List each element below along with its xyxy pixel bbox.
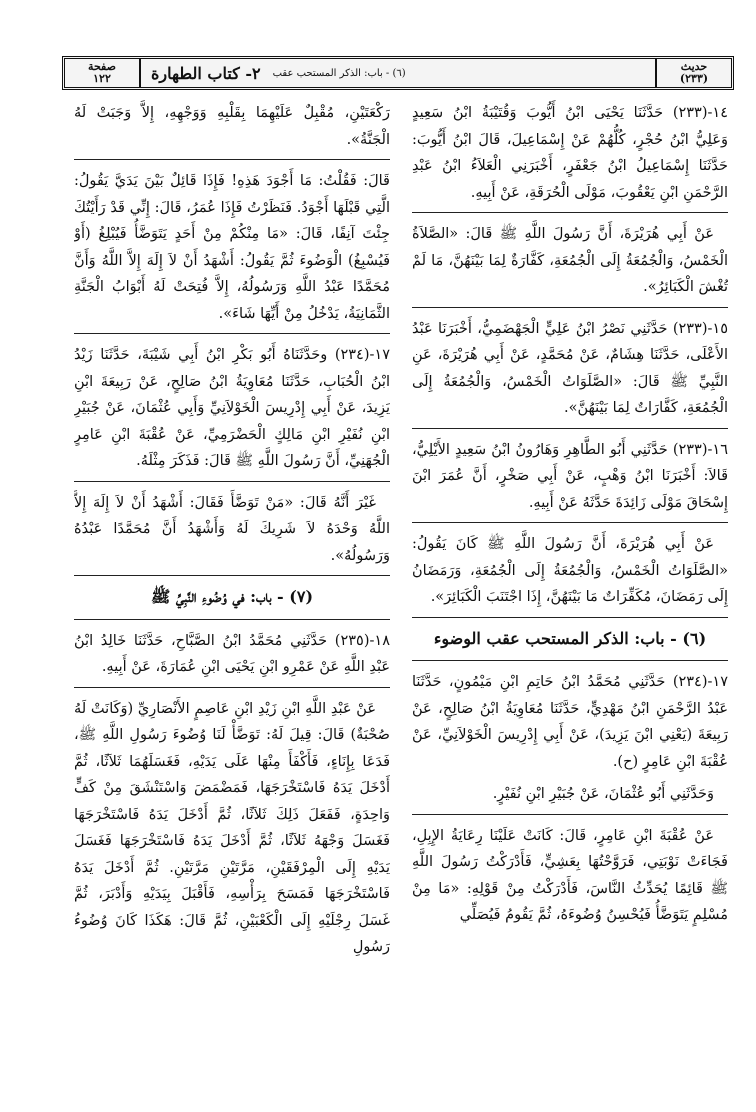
divider bbox=[74, 619, 390, 620]
divider bbox=[74, 687, 390, 688]
hadith-17-matn-cont: رَكْعَتَيْنِ، مُقْبِلٌ عَلَيْهِمَا بِقَلْبِهِ وَوَجْهِهِ، إِلاَّ وَجَبَتْ لَهُ الْجَنَّةُ». bbox=[74, 105, 390, 148]
hadith-label: حديث bbox=[680, 60, 708, 73]
divider bbox=[412, 428, 728, 429]
chapter-title: (٦) - باب: الذكر المستحب عقب bbox=[272, 67, 406, 79]
hadith-17b-matn: غَيْرَ أَنَّهُ قَالَ: «مَنْ تَوَضَّأَ فَقَالَ: أَشْهَدُ أَنْ لاَ إِلَهَ إِلاَّ اللَّهُ وَحْدَهُ لاَ شَرِيكَ لَهُ وَأَشْهَدُ أَنَّ مُحَمَّدًا عَبْدُهُ وَرَسُولُهُ». bbox=[74, 494, 390, 564]
left-column bbox=[74, 100, 390, 1092]
hadith-17b-isnad: ١٧-(٢٣٤) وحَدَّثَنَاهُ أَبُو بَكْرِ ابْنُ أَبِي شَيْبَةَ، حَدَّثَنَا زَيْدُ ابْنُ الْحُبَابِ، حَدَّثَنَا مُعَاوِيَةُ ابْنُ صَالِحٍ، عَنْ رَبِيعَةَ ابْنِ يَزِيدَ، عَنْ أَبِي إِدْرِيسَ الْخَوْلاَنِيِّ وَأَبِي عُثْمَانَ، عَنْ جُبَيْرِ ابْنِ نُفَيْرِ ابْنِ مَالِكٍ الْحَضْرَمِيِّ، عَنْ عُقْبَةَ ابْنِ عَامِرٍ الْجُهَنِيِّ، أَنَّ رَسُولَ اللَّهِ ﷺ قَالَ: فَذَكَرَ مِثْلَهُ. bbox=[74, 347, 390, 469]
book-title: ٢- كتاب الطهارة bbox=[151, 63, 261, 83]
page-number: ١٢٢ bbox=[93, 72, 111, 85]
hadith-17-chain: وَحَدَّثَنِي أَبُو عُثْمَانَ، عَنْ جُبَيْرِ ابْنِ نُفَيْرٍ. bbox=[492, 786, 714, 802]
divider bbox=[412, 660, 728, 661]
divider bbox=[74, 333, 390, 334]
hadith-number: (٢٣٣) bbox=[679, 72, 709, 85]
page-header bbox=[62, 56, 734, 90]
hadith-14-matn: عَنْ أَبِي هُرَيْرَةَ، أَنَّ رَسُولَ اللَّهِ ﷺ قَالَ: «الصَّلاَةُ الْخَمْسُ، وَالْجُمُعَةُ إِلَى الْجُمُعَةِ، كَفَّارَةٌ لِمَا بَيْنَهُنَّ، مَا لَمْ تُغْشَ الْكَبَائِرُ». bbox=[412, 226, 728, 295]
hadith-14-isnad: ١٤-(٢٣٣) حَدَّثَنَا يَحْيَى ابْنُ أَيُّوبَ وَقُتَيْبَةُ ابْنُ سَعِيدٍ وَعَلِيُّ ابْنُ حُجْرٍ، كُلُّهُمْ عَنْ إِسْمَاعِيلَ، قَالَ ابْنُ أَيُّوبَ: حَدَّثَنَا إِسْمَاعِيلُ ابْنُ جَعْفَرٍ، أَخْبَرَنِي الْعَلاَءُ ابْنُ عَبْدِ الرَّحْمَنِ ابْنِ يَعْقُوبَ، مَوْلَى الْحُرَقَةِ، عَنْ أَبِيهِ. bbox=[412, 105, 728, 201]
hadith-17-isnad: ١٧-(٢٣٤) حَدَّثَنِي مُحَمَّدُ ابْنُ حَاتِمِ ابْنِ مَيْمُونٍ، حَدَّثَنَا عَبْدُ الرَّحْمَنِ ابْنُ مَهْدِيٍّ، حَدَّثَنَا مُعَاوِيَةُ ابْنُ صَالِحٍ، عَنْ رَبِيعَةَ (يَعْنِي ابْنَ يَزِيدَ)، عَنْ أَبِي إِدْرِيسَ الْخَوْلاَنِيِّ، عَنْ عُقْبَةَ ابْنِ عَامِرٍ (ح). bbox=[412, 674, 728, 770]
hadith-16-matn: عَنْ أَبِي هُرَيْرَةَ، أَنَّ رَسُولَ اللَّهِ ﷺ كَانَ يَقُولُ: «الصَّلَوَاتُ الْخَمْسُ، وَالْجُمُعَةُ إِلَى الْجُمُعَةِ، وَرَمَضَانُ إِلَى رَمَضَانَ، مُكَفِّرَاتٌ مَا بَيْنَهُنَّ، إِذَا اجْتَنَبَ الْكَبَائِرَ». bbox=[412, 536, 728, 605]
divider bbox=[412, 814, 728, 815]
page-label: صفحة bbox=[88, 60, 116, 73]
divider bbox=[412, 212, 728, 213]
section-heading: (٦) - باب: الذكر المستحب عقب الوضوء bbox=[433, 628, 707, 648]
divider bbox=[412, 307, 728, 308]
hadith-17-umar: قَالَ: فَقُلْتُ: مَا أَجْوَدَ هَذِهِ! فَإِذَا قَائِلٌ بَيْنَ يَدَيَّ يَقُولُ: الَّتِي قَبْلَهَا أَجْوَدُ. فَنَظَرْتُ فَإِذَا عُمَرُ، قَالَ: إِنِّي قَدْ رَأَيْتُكَ جِئْتَ آنِفًا، قَالَ: «مَا مِنْكُمْ مِنْ أَحَدٍ يَتَوَضَّأُ فَيُبْلِغُ (أَوْ فَيُسْبِغُ) الْوَضُوءَ ثُمَّ يَقُولُ: أَشْهَدُ أَنْ لاَ إِلَهَ إِلاَّ اللَّهُ وَأَنَّ مُحَمَّدًا عَبْدُ اللَّهِ وَرَسُولُهُ، إِلاَّ فُتِحَتْ لَهُ أَبْوَابُ الْجَنَّةِ الثَّمَانِيَةُ، يَدْخُلُ مِنْ أَيِّهَا شَاءَ». bbox=[74, 173, 390, 322]
hadith-17-matn: عَنْ عُقْبَةَ ابْنِ عَامِرٍ، قَالَ: كَانَتْ عَلَيْنَا رِعَايَةُ الإِبِلِ، فَجَاءَتْ نَوْبَتِي، فَرَوَّحْتُهَا بِعَشِيٍّ، فَأَدْرَكْتُ رَسُولَ اللَّهِ ﷺ قَائِمًا يُحَدِّثُ النَّاسَ، فَأَدْرَكْتُ مِنْ قَوْلِهِ: «مَا مِنْ مُسْلِمٍ يَتَوَضَّأُ فَيُحْسِنُ وُضُوءَهُ، ثُمَّ يَقُومُ فَيُصَلِّي bbox=[412, 827, 728, 923]
hadith-18-isnad: ١٨-(٢٣٥) حَدَّثَنِي مُحَمَّدُ ابْنُ الصَّبَّاحِ، حَدَّثَنَا خَالِدُ ابْنُ عَبْدِ اللَّهِ عَنْ عَمْرِو ابْنِ يَحْيَى ابْنِ عُمَارَةَ، عَنْ أَبِيهِ. bbox=[74, 632, 390, 675]
divider bbox=[74, 159, 390, 160]
section-heading: (٧) - باب: في وُضُوءِ النَّبِيِّ ﷺ bbox=[150, 587, 314, 606]
divider bbox=[74, 575, 390, 576]
divider bbox=[412, 522, 728, 523]
divider bbox=[412, 617, 728, 618]
page-number-box bbox=[65, 59, 141, 87]
header-titles bbox=[141, 59, 655, 87]
hadith-16-isnad: ١٦-(٢٣٣) حَدَّثَنِي أَبُو الطَّاهِرِ وَهَارُونُ ابْنُ سَعِيدٍ الأَيْلِيُّ، قَالاَ: أَخْبَرَنَا ابْنُ وَهْبٍ، عَنْ أَبِي صَخْرٍ، أَنَّ عُمَرَ ابْنَ إِسْحَاقَ مَوْلَى زَائِدَةَ حَدَّثَهُ عَنْ أَبِيهِ. bbox=[412, 441, 728, 511]
hadith-15: ١٥-(٢٣٣) حَدَّثَنِي نَصْرُ ابْنُ عَلِيٍّ الْجَهْضَمِيُّ، أَخْبَرَنَا عَبْدُ الأَعْلَى، حَدَّثَنَا هِشَامٌ، عَنْ مُحَمَّدٍ، عَنْ أَبِي هُرَيْرَةَ، عَنِ النَّبِيِّ ﷺ قَالَ: «الصَّلَوَاتُ الْخَمْسُ، وَالْجُمُعَةُ إِلَى الْجُمُعَةِ، كَفَّارَاتٌ لِمَا بَيْنَهُنَّ». bbox=[412, 320, 728, 416]
hadith-18-matn: عَنْ عَبْدِ اللَّهِ ابْنِ زَيْدِ ابْنِ عَاصِمٍ الأَنْصَارِيِّ (وَكَانَتْ لَهُ صُحْبَةٌ) قَالَ: قِيلَ لَهُ: تَوَضَّأْ لَنَا وُضُوءَ رَسُولِ اللَّهِ ﷺ، فَدَعَا بِإِنَاءٍ، فَأَكْفَأَ مِنْهَا عَلَى يَدَيْهِ، فَغَسَلَهُمَا ثَلاَثًا، ثُمَّ أَدْخَلَ يَدَهُ فَاسْتَخْرَجَهَا، فَمَضْمَضَ وَاسْتَنْشَقَ مِنْ كَفٍّ وَاحِدَةٍ، فَفَعَلَ ذَلِكَ ثَلاَثًا، ثُمَّ أَدْخَلَ يَدَهُ فَاسْتَخْرَجَهَا فَغَسَلَ وَجْهَهُ ثَلاَثًا، ثُمَّ أَدْخَلَ يَدَهُ فَاسْتَخْرَجَهَا فَغَسَلَ يَدَيْهِ إِلَى الْمِرْفَقَيْنِ، مَرَّتَيْنِ مَرَّتَيْنِ. ثُمَّ أَدْخَلَ يَدَهُ فَاسْتَخْرَجَهَا فَمَسَحَ بِرَأْسِهِ، فَأَقْبَلَ بِيَدَيْهِ وَأَدْبَرَ، ثُمَّ غَسَلَ رِجْلَيْهِ إِلَى الْكَعْبَيْنِ، ثُمَّ قَالَ: هَكَذَا كَانَ وُضُوءُ رَسُولِ bbox=[74, 700, 390, 955]
hadith-number-box bbox=[655, 59, 731, 87]
divider bbox=[74, 481, 390, 482]
right-column bbox=[412, 100, 728, 1092]
